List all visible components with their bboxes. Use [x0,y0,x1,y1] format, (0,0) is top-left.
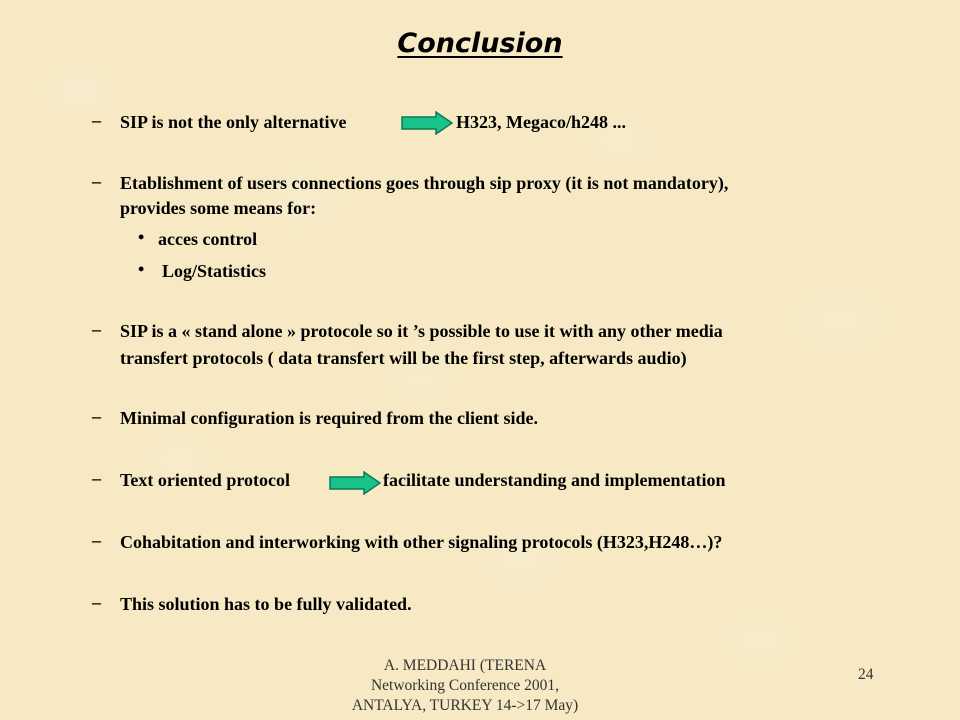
slide-footer [300,656,630,716]
dash-bullet: – [92,319,101,339]
dash-bullet: – [92,530,101,550]
item-text: Text oriented protocol [120,470,290,490]
arrow-right-icon [328,470,382,496]
item-text-line2: transfert protocols ( data transfert will be the first step, afterwards audio) [120,348,687,368]
arrow-right-icon [400,110,454,136]
footer-line: Networking Conference 2001, [370,677,560,694]
item-text: This solution has to be fully validated. [120,594,412,614]
item-text: Minimal configuration is required from the client side. [120,408,538,428]
item-text-after-arrow: H323, Megaco/h248 ... [456,112,626,132]
footer-line: A. MEDDAHI (TERENA [383,657,547,674]
sub-bullet: • [138,259,145,279]
item-text: Cohabitation and interworking with other signaling protocols (H323,H248…)? [120,532,723,552]
dash-bullet: – [92,110,101,130]
item-text-line1: Etablishment of users connections goes through sip proxy (it is not mandatory), [120,173,729,193]
item-text-line1: SIP is a « stand alone » protocole so it ’s possible to use it with any other media [120,321,723,341]
sub-item-text: Log/Statistics [162,261,267,281]
page-number: 24 [858,666,874,683]
slide-title: Conclusion [397,28,563,59]
item-text-line2: provides some means for: [120,198,317,218]
dash-bullet: – [92,171,101,191]
footer-line: ANTALYA, TURKEY 14->17 May) [351,697,579,714]
item-text: SIP is not the only alternative [120,112,347,132]
sub-bullet: • [138,227,145,247]
dash-bullet: – [92,592,101,612]
dash-bullet: – [92,406,101,426]
sub-item-text: acces control [158,229,258,249]
dash-bullet: – [92,468,101,488]
item-text-after-arrow: facilitate understanding and implementation [383,470,726,490]
